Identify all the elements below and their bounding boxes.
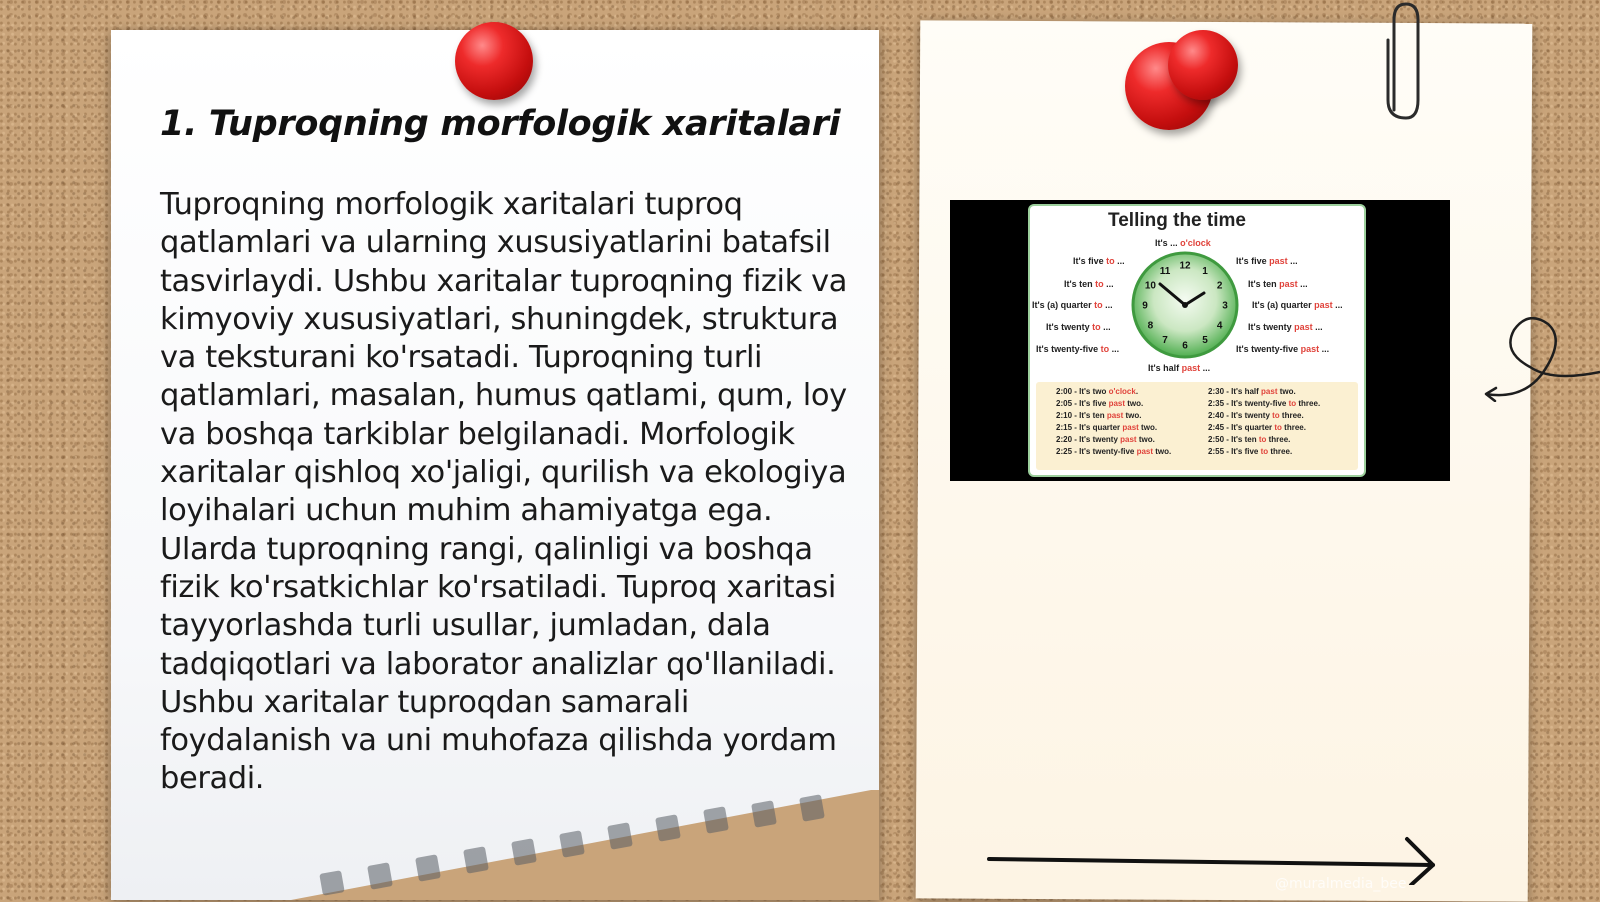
time-examples-right-column [1208, 386, 1320, 458]
poster-title: Telling the time [1108, 210, 1246, 231]
clock-number: 2 [1216, 280, 1223, 292]
label-oclock: It's ... o'clock [1155, 238, 1211, 248]
clock-number: 5 [1202, 335, 1208, 347]
swirl-arrow-doodle [1482, 312, 1600, 402]
clock-number: 1 [1202, 265, 1208, 277]
clock-number: 9 [1142, 300, 1148, 312]
label-twenty-five-past: It's twenty-five past ... [1236, 344, 1330, 354]
clock-number: 4 [1216, 320, 1223, 332]
clock-number: 3 [1222, 300, 1228, 312]
time-example-row: 2:40 - It's twenty to three. [1208, 411, 1304, 420]
watermark: @muralmedia_bee [1275, 876, 1407, 892]
time-example-row: 2:45 - It's quarter to three. [1208, 423, 1306, 432]
time-example-row: 2:35 - It's twenty-five to three. [1208, 399, 1321, 408]
time-example-row: 2:10 - It's ten past two. [1056, 411, 1142, 420]
clock-number: 6 [1182, 340, 1188, 352]
label-twenty-past: It's twenty past ... [1248, 322, 1323, 332]
label-half-past: It's half past ... [1148, 363, 1211, 373]
red-pushpin-left [455, 22, 533, 100]
clock-face-icon [1130, 250, 1240, 360]
telling-time-image [950, 200, 1450, 481]
clock-number: 11 [1159, 265, 1171, 277]
clock-number: 12 [1179, 260, 1191, 272]
label-twenty-five-to: It's twenty-five to ... [1036, 344, 1120, 354]
label-twenty-to: It's twenty to ... [1046, 322, 1111, 332]
clock-number: 7 [1162, 335, 1168, 347]
red-pushpin-right-second [1168, 30, 1238, 100]
label-five-past: It's five past ... [1236, 256, 1298, 266]
clock-number: 10 [1144, 280, 1156, 292]
time-example-row: 2:15 - It's quarter past two. [1056, 423, 1158, 432]
slide-title: 1. Tuproqning morfologik xaritalari [160, 104, 841, 144]
clock-number: 8 [1147, 320, 1154, 332]
time-example-row: 2:55 - It's five to three. [1208, 447, 1293, 456]
time-example-row: 2:25 - It's twenty-five past two. [1056, 447, 1172, 456]
label-quarter-to: It's (a) quarter to ... [1032, 300, 1113, 310]
label-ten-to: It's ten to ... [1064, 279, 1114, 289]
label-quarter-past: It's (a) quarter past ... [1252, 300, 1343, 310]
label-ten-past: It's ten past ... [1248, 279, 1308, 289]
time-example-row: 2:20 - It's twenty past two. [1056, 435, 1155, 444]
telling-time-poster [1028, 204, 1366, 477]
label-five-to: It's five to ... [1073, 256, 1125, 266]
time-example-row: 2:30 - It's half past two. [1208, 387, 1296, 396]
slide-body-text: Tuproqning morfologik xaritalari tuproq qatlamlari va ularning xususiyatlarini batafsil tasvirlaydi. Ushbu xaritalar tuproqning fizik va kimyoviy xususiyatlari, shuningdek, struktura va teksturani ko'rsatadi. Tuproqning turli qatlamlari, masalan, humus qatlami, qum, loy va boshqa tarkiblar belgilanadi. Morfologik xaritalar qishloq xo'jaligi, qurilish va ekologiya loyihalari uchun muhim ahamiyatga ega. Ularda tuproqning rangi, qalinligi va boshqa fizik ko'rsatkichlar ko'rsatiladi. Tuproq xaritasi tayyorlashda turli usullar, jumladan, dala tadqiqotlari va laborator analizlar qo'llaniladi. Ushbu xaritalar tuproqdan samarali foydalanish va uni muhofaza qilishda yordam beradi. [160, 187, 848, 797]
time-example-row: 2:00 - It's two o'clock. [1056, 387, 1139, 396]
time-examples-left-column [1056, 386, 1171, 458]
time-example-row: 2:05 - It's five past two. [1056, 399, 1144, 408]
time-example-row: 2:50 - It's ten to three. [1208, 435, 1291, 444]
paperclip-icon [1378, 0, 1428, 125]
time-examples-table [1036, 382, 1358, 470]
